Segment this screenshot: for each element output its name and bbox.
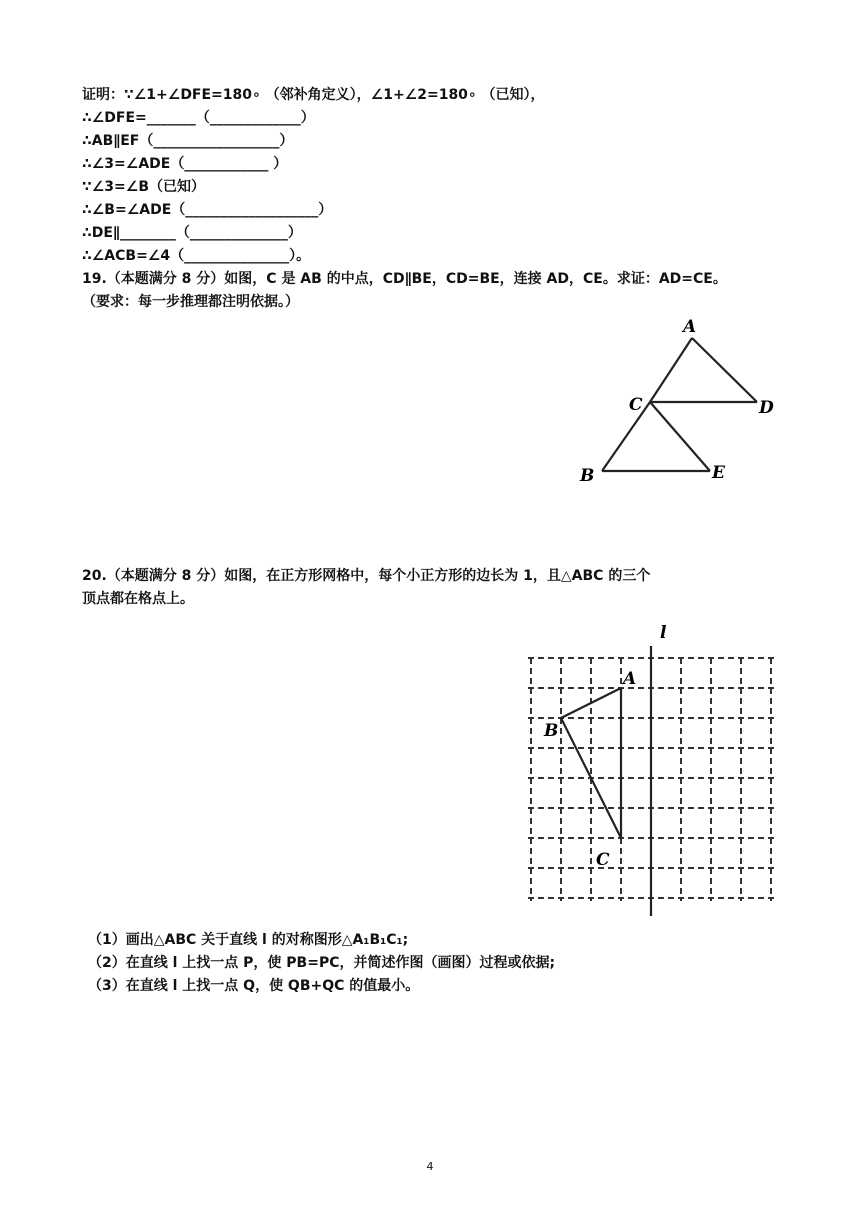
proof-line-6: ∴∠B=∠ADE（___________________）	[82, 202, 333, 218]
label-a: A	[683, 317, 697, 337]
q20-statement-cont: 顶点都在格点上。	[82, 591, 194, 607]
label-b: B	[544, 721, 559, 741]
q20-part-3: （3）在直线 l 上找一点 Q，使 QB+QC 的值最小。	[88, 978, 420, 994]
proof-line-2: ∴∠DFE=_______（_____________）	[82, 110, 315, 126]
q20-part-1: （1）画出△ABC 关于直线 l 的对称图形△A₁B₁C₁;	[88, 932, 409, 948]
q20-grid-figure	[520, 618, 785, 918]
proof-line-4: ∴∠3=∠ADE（____________ ）	[82, 156, 288, 172]
label-c: C	[629, 395, 643, 415]
page-number: 4	[426, 1160, 434, 1173]
label-l: l	[660, 623, 667, 643]
segment-ce	[650, 402, 710, 471]
label-a: A	[623, 669, 637, 689]
proof-line-7: ∴DE∥________（______________）	[82, 225, 302, 241]
q20-statement: 20.（本题满分 8 分）如图，在正方形网格中，每个小正方形的边长为 1，且△ABC 的三个	[82, 568, 651, 584]
proof-line-3: ∴AB∥EF（__________________）	[82, 133, 294, 149]
segment-ca	[650, 338, 692, 402]
label-b: B	[580, 466, 595, 486]
q19-statement: 19.（本题满分 8 分）如图，C 是 AB 的中点，CD∥BE，CD=BE，连接 AD，CE。求证：AD=CE。	[82, 271, 727, 287]
q19-requirement: （要求：每一步推理都注明依据。）	[82, 294, 299, 310]
proof-line-5: ∵∠3=∠B（已知）	[82, 179, 205, 195]
label-e: E	[712, 463, 725, 483]
q19-figure	[570, 310, 790, 500]
label-c: C	[596, 850, 610, 870]
label-d: D	[759, 398, 774, 418]
q20-part-2: （2）在直线 l 上找一点 P，使 PB=PC，并简述作图（画图）过程或依据;	[88, 955, 556, 971]
proof-line-8: ∴∠ACB=∠4（_______________）。	[82, 248, 311, 264]
proof-line-1: 证明：∵∠1+∠DFE=180∘ （邻补角定义），∠1+∠2=180∘ （已知），	[82, 87, 545, 103]
segment-cb	[602, 402, 650, 471]
grid-svg	[520, 618, 785, 918]
segment-ad	[692, 338, 757, 402]
